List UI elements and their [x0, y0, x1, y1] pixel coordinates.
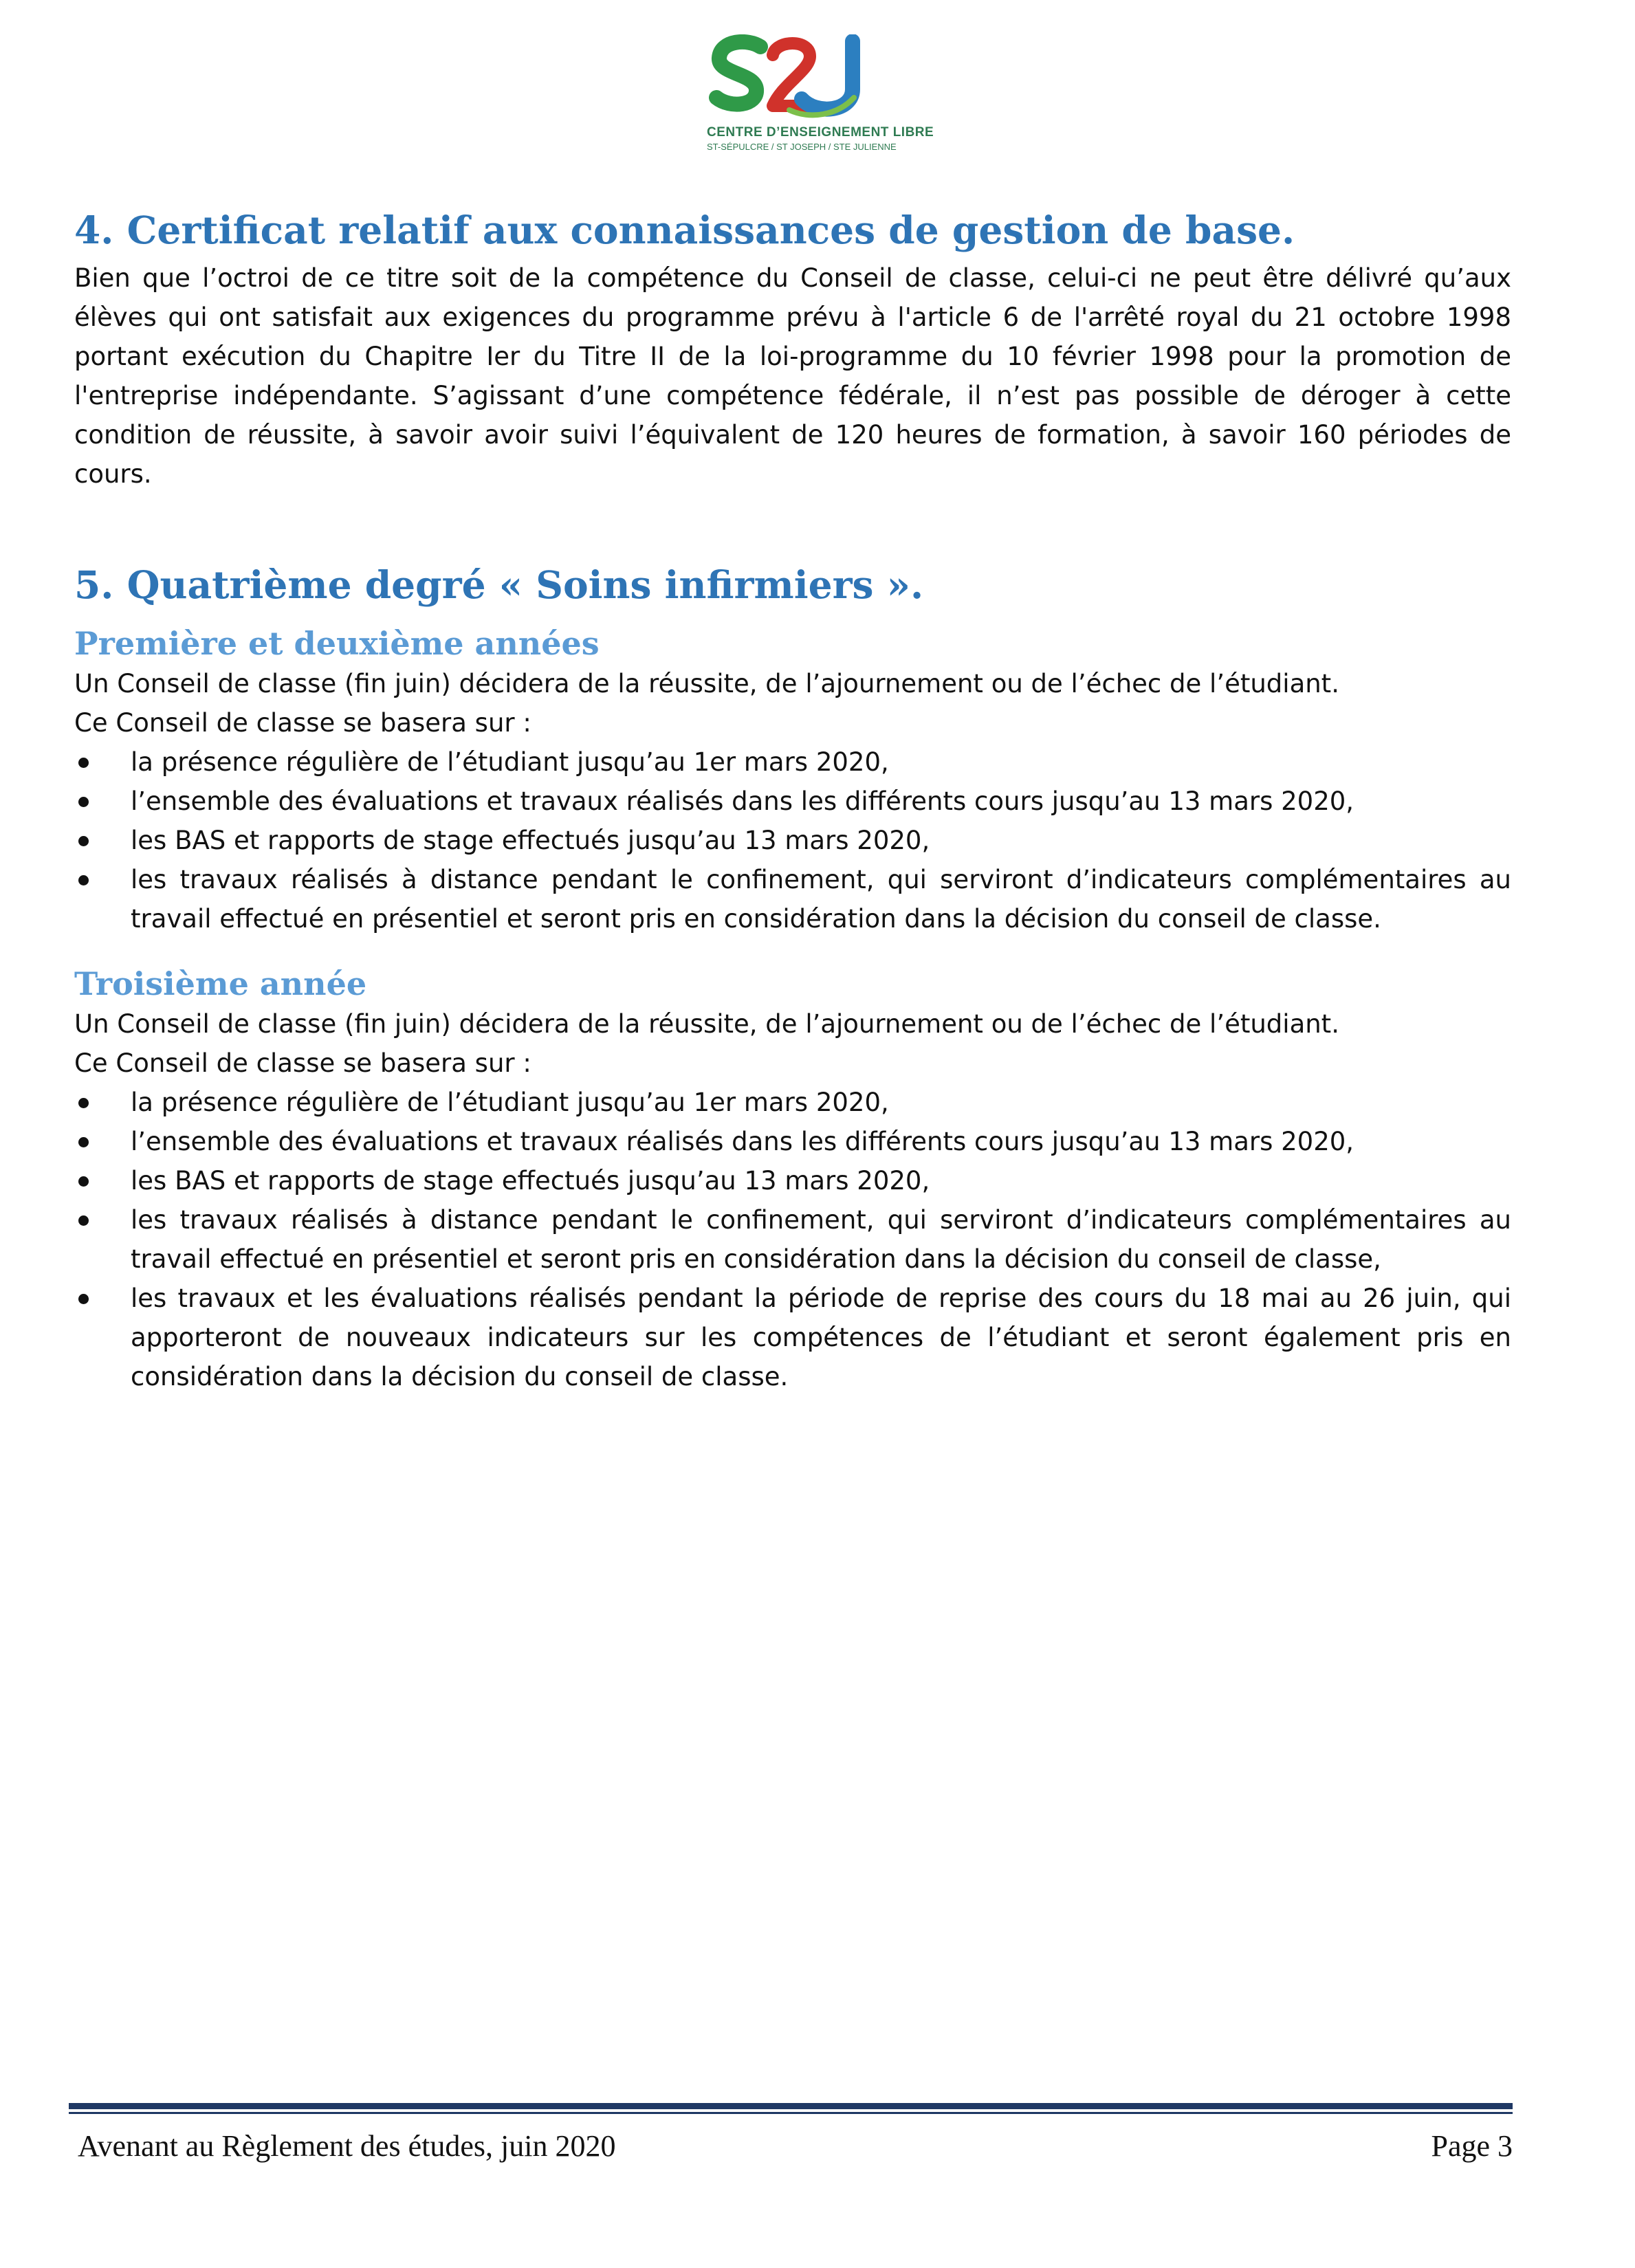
list-item: l’ensemble des évaluations et travaux réalisés dans les différents cours jusqu’au 13 mars 2020,: [74, 782, 1511, 821]
list-item: les BAS et rapports de stage effectués jusqu’au 13 mars 2020,: [74, 1161, 1511, 1200]
footer-document-title: Avenant au Règlement des études, juin 2020: [78, 2129, 616, 2163]
list-item: les travaux réalisés à distance pendant le confinement, qui serviront d’indicateurs complémentaires au travail effectué en présentiel et seront pris en considération dans la décision du conseil de classe.: [74, 860, 1511, 938]
bullet-icon: [78, 1215, 89, 1226]
subsection-year-3-bullets: [74, 1083, 1511, 1396]
bullet-icon: [78, 1137, 89, 1147]
section-5-title: 5. Quatrième degré « Soins infirmiers ».: [74, 562, 924, 607]
list-item: la présence régulière de l’étudiant jusqu’au 1er mars 2020,: [74, 1083, 1511, 1122]
footer-rule-thin: [69, 2112, 1513, 2114]
bullet-icon: [78, 758, 89, 768]
subsection-years-1-2-intro-2: Ce Conseil de classe se basera sur :: [74, 708, 531, 738]
bullet-icon: [78, 836, 89, 846]
list-item: les travaux réalisés à distance pendant le confinement, qui serviront d’indicateurs complémentaires au travail effectué en présentiel et seront pris en considération dans la décision du conseil de classe,: [74, 1200, 1511, 1279]
list-item: la présence régulière de l’étudiant jusqu’au 1er mars 2020,: [74, 742, 1511, 782]
subsection-year-3-intro-2: Ce Conseil de classe se basera sur :: [74, 1048, 531, 1078]
bullet-icon: [78, 797, 89, 807]
footer-page-number: Page 3: [1431, 2129, 1513, 2163]
school-logo: [707, 34, 934, 158]
bullet-icon: [78, 875, 89, 885]
subsection-year-3-title: Troisième année: [74, 965, 367, 1002]
list-item: les travaux et les évaluations réalisés pendant la période de reprise des cours du 18 mai au 26 juin, qui apporteront de nouveaux indicateurs sur les compétences de l’étudiant et seront également pris en considération dans la décision du conseil de classe.: [74, 1279, 1511, 1396]
subsection-years-1-2-title: Première et deuxième années: [74, 625, 600, 662]
list-item: l’ensemble des évaluations et travaux réalisés dans les différents cours jusqu’au 13 mars 2020,: [74, 1122, 1511, 1161]
section-4-paragraph: Bien que l’octroi de ce titre soit de la compétence du Conseil de classe, celui-ci ne peut être délivré qu’aux élèves qui ont satisfait aux exigences du programme prévu à l'article 6 de l'arrêté royal du 21 octobre 1998 portant exécution du Chapitre Ier du Titre II de la loi-programme du 10 février 1998 pour la promotion de l'entreprise indépendante. S’agissant d’une compétence fédérale, il n’est pas possible de déroger à cette condition de réussite, à savoir avoir suivi l’équivalent de 120 heures de formation, à savoir 160 périodes de cours.: [74, 263, 1511, 489]
logo-text-line1: CENTRE D’ENSEIGNEMENT LIBRE: [707, 125, 934, 140]
bullet-icon: [78, 1176, 89, 1187]
document-content: [74, 206, 1511, 1396]
section-4-title: 4. Certificat relatif aux connaissances de gestion de base.: [74, 208, 1295, 252]
footer-rule: [69, 2103, 1513, 2109]
s2j-logo-mark: [707, 34, 879, 124]
subsection-years-1-2-bullets: [74, 742, 1511, 938]
bullet-icon: [78, 1098, 89, 1108]
bullet-icon: [78, 1294, 89, 1304]
subsection-year-3-intro: Un Conseil de classe (fin juin) décidera de la réussite, de l’ajournement ou de l’échec de l’étudiant.: [74, 1009, 1339, 1039]
list-item: les BAS et rapports de stage effectués jusqu’au 13 mars 2020,: [74, 821, 1511, 860]
logo-text-line2: ST-SÉPULCRE / ST JOSEPH / STE JULIENNE: [707, 142, 897, 152]
subsection-years-1-2-intro: Un Conseil de classe (fin juin) décidera de la réussite, de l’ajournement ou de l’échec de l’étudiant.: [74, 669, 1339, 698]
